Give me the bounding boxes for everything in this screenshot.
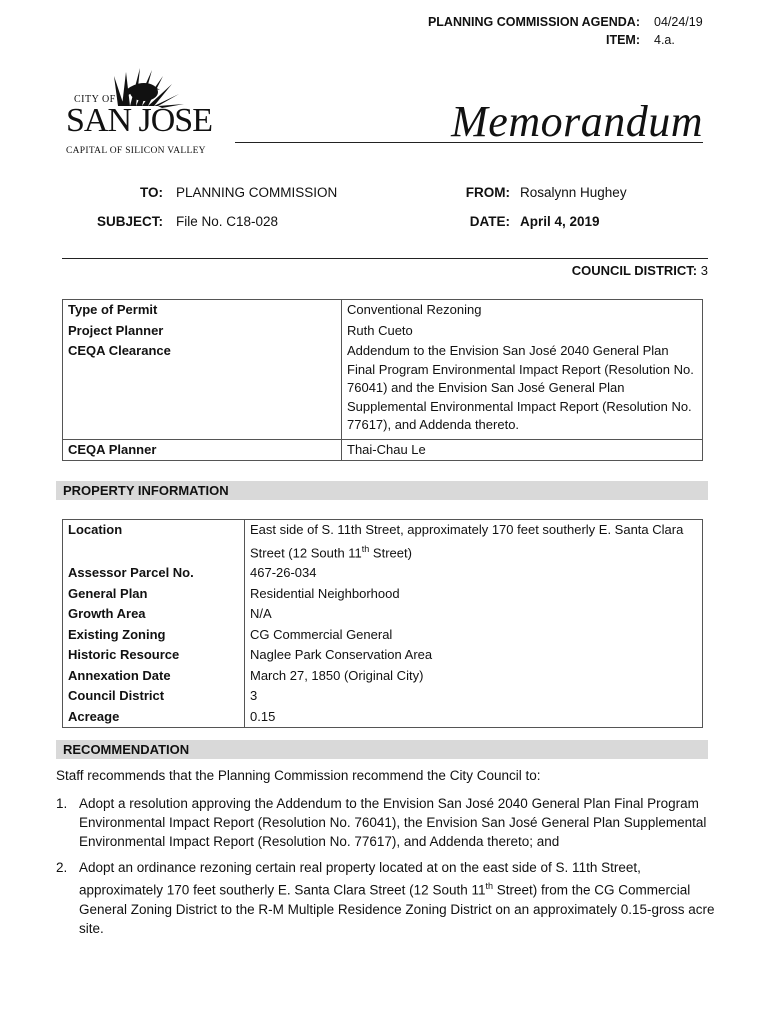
table-row bbox=[63, 666, 703, 687]
property-value: Naglee Park Conservation Area bbox=[250, 647, 433, 663]
table-row bbox=[63, 604, 703, 625]
date-value: April 4, 2019 bbox=[520, 214, 600, 229]
city-logo bbox=[62, 62, 232, 162]
property-key: General Plan bbox=[63, 584, 245, 605]
property-key: Annexation Date bbox=[63, 666, 245, 687]
council-district bbox=[572, 263, 708, 278]
property-value-location bbox=[245, 520, 703, 564]
agenda-date: 04/24/19 bbox=[654, 15, 703, 29]
table-row bbox=[63, 645, 703, 666]
property-value: 0.15 bbox=[250, 708, 276, 724]
property-key: Historic Resource bbox=[63, 645, 245, 666]
table-row bbox=[63, 686, 703, 707]
item-number: 4.a. bbox=[654, 33, 675, 47]
permit-key: Project Planner bbox=[63, 321, 342, 342]
item-superscript: th bbox=[485, 881, 493, 891]
permit-value: Conventional Rezoning bbox=[347, 302, 482, 317]
item-label: ITEM: bbox=[605, 33, 640, 47]
item-number: 2. bbox=[56, 860, 68, 875]
property-value: CG Commercial General bbox=[250, 626, 393, 642]
subject-label: SUBJECT: bbox=[96, 214, 163, 229]
permit-value: Addendum to the Envision San José 2040 General Plan Final Program Environmental Impact Report (Resolution No. 76041) and the Envision San José General Plan Supplemental Environmental Impact Report (Resolution No. 77617), and Addenda thereto. bbox=[347, 343, 694, 432]
logo-name: SAN JOSE bbox=[66, 102, 212, 139]
permit-key: CEQA Planner bbox=[63, 439, 342, 461]
property-key: Existing Zoning bbox=[63, 625, 245, 646]
property-key: Assessor Parcel No. bbox=[63, 563, 245, 584]
table-row bbox=[63, 707, 703, 728]
item-number: 1. bbox=[56, 796, 68, 811]
agenda-labels bbox=[380, 13, 640, 49]
permit-key: CEQA Clearance bbox=[63, 341, 342, 439]
subject-value: File No. C18-028 bbox=[176, 214, 279, 229]
recommendation-section-title: RECOMMENDATION bbox=[56, 740, 708, 759]
item-text-b: Street) from the CG Commercial General Zoning District to the R-M Multiple Residence Zoning District on an approximately 0.15-gross acre site. bbox=[79, 882, 715, 936]
property-value: N/A bbox=[250, 606, 272, 622]
table-row bbox=[63, 300, 703, 321]
memo-title: Memorandum bbox=[451, 97, 703, 146]
property-value: Residential Neighborhood bbox=[250, 585, 400, 601]
recommendation-intro: Staff recommends that the Planning Commission recommend the City Council to: bbox=[56, 768, 541, 783]
property-key: Council District bbox=[63, 686, 245, 707]
date-label: DATE: bbox=[469, 214, 510, 229]
location-superscript: th bbox=[361, 543, 370, 554]
property-value: March 27, 1850 (Original City) bbox=[250, 667, 424, 683]
from-value: Rosalynn Hughey bbox=[520, 185, 627, 200]
permit-table bbox=[62, 299, 703, 461]
table-row bbox=[63, 520, 703, 564]
property-key: Growth Area bbox=[63, 604, 245, 625]
from-label: FROM: bbox=[465, 185, 510, 200]
to-label: TO: bbox=[140, 185, 163, 200]
logo-city-of: CITY OF bbox=[74, 94, 116, 105]
recommendation-item-2 bbox=[56, 858, 716, 938]
table-row bbox=[63, 341, 703, 439]
item-text-a: Adopt an ordinance rezoning certain real property located at on the east side of S. 11th Street, approximately 170 feet southerly E. Santa Clara Street (12 South 11 bbox=[79, 860, 641, 898]
table-row bbox=[63, 439, 703, 461]
property-key: Location bbox=[63, 520, 245, 564]
property-section-title: PROPERTY INFORMATION bbox=[56, 481, 708, 500]
permit-value: Thai-Chau Le bbox=[342, 439, 703, 461]
table-row bbox=[63, 321, 703, 342]
recommendation-item-1 bbox=[56, 794, 716, 854]
item-text: Adopt a resolution approving the Addendum to the Envision San José 2040 General Plan Final Program Environmental Impact Report (Resolution No. 76041), the Envision San José General Plan Supplemental Environmental Impact Report (Resolution No. 77617), and Addenda thereto; and bbox=[79, 796, 707, 849]
agenda-label: PLANNING COMMISSION AGENDA: bbox=[427, 15, 640, 29]
permit-key: Type of Permit bbox=[63, 300, 342, 321]
permit-value: Ruth Cueto bbox=[347, 322, 413, 338]
to-value: PLANNING COMMISSION bbox=[176, 185, 338, 200]
table-row bbox=[63, 563, 703, 584]
council-district-value: 3 bbox=[700, 263, 708, 278]
header-divider bbox=[62, 258, 708, 259]
title-divider bbox=[235, 142, 703, 143]
property-value: 3 bbox=[250, 688, 258, 704]
council-district-label: COUNCIL DISTRICT: bbox=[571, 263, 698, 278]
logo-tagline: CAPITAL OF SILICON VALLEY bbox=[66, 146, 206, 156]
property-value: 467-26-034 bbox=[250, 565, 317, 581]
location-text-end: Street) bbox=[369, 544, 412, 560]
table-row bbox=[63, 584, 703, 605]
location-text: East side of S. 11th Street, approximately 170 feet southerly E. Santa Clara Street (12 South 11 bbox=[250, 522, 684, 560]
property-key: Acreage bbox=[63, 707, 245, 728]
agenda-values bbox=[654, 13, 754, 49]
item-text bbox=[79, 858, 719, 938]
property-table bbox=[62, 519, 703, 728]
table-row bbox=[63, 625, 703, 646]
